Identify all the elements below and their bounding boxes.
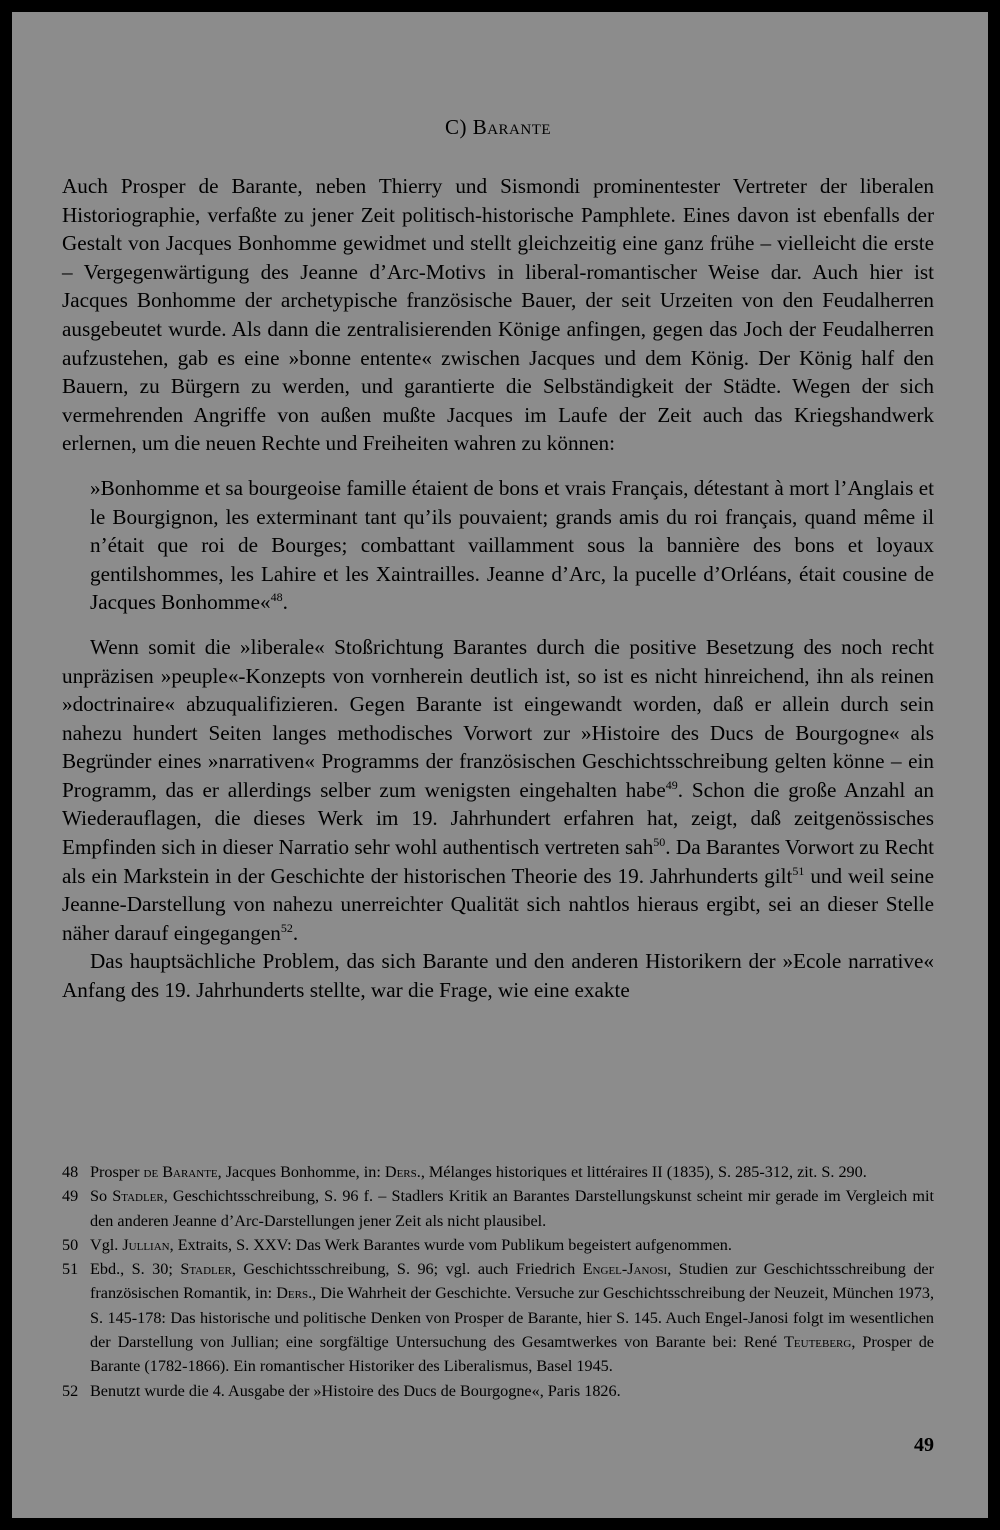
book-page	[12, 12, 988, 1518]
footnote-text-part: ., Mélanges historiques et littéraires II (1835), S. 285-312, zit. S. 290.	[416, 1163, 867, 1181]
footnote-51	[62, 1257, 934, 1378]
author-name: Teuteberg	[784, 1333, 852, 1352]
footnote-text-part: Prosper	[90, 1163, 144, 1181]
footnote-text	[90, 1160, 934, 1184]
paragraph-2-part-d: und weil seine Jeanne-Darstellung von nahezu unerreichter Qualität sich nahtlos hieraus ergibt, sei an dieser Stelle näher darauf eingegangen	[62, 863, 935, 945]
footnote-text-part: , Geschichtsschreibung, S. 96; vgl. auch Friedrich	[231, 1260, 583, 1279]
section-heading-name: Barante	[472, 115, 552, 139]
paragraph-2-part-a: Wenn somit die »liberale« Stoßrichtung Barantes durch die positive Besetzung des noch recht unpräzisen »peuple«-Konzepts von vornherein deutlich ist, so ist es nicht hinreichend, ihn als reinen »doctrinaire« abzuqualifizieren. Gegen Barante ist eingewandt worden, daß er allein durch sein nahezu hundert Seiten langes methodisches Vorwort zur »Histoire des Ducs de Bourgogne« als Begründer eines »narrativen« Programms der französischen Geschichtsschreibung gelten könne – ein Programm, das er allerdings selber zum wenigsten eingehalten habe	[62, 634, 934, 802]
footnote-52	[62, 1379, 934, 1403]
section-heading	[62, 115, 934, 140]
footnote-49	[62, 1184, 934, 1233]
paragraph-1: Auch Prosper de Barante, neben Thierry und Sismondi prominentester Vertreter der liberalen Historiographie, verfaßte zu jener Zeit politisch-historische Pamphlete. Eines davon ist ebenfalls der Gestalt von Jacques Bonhomme gewidmet und stellt gleichzeitig eine ganz frühe – vielleicht die erste – Vergegenwärtigung des Jeanne d’Arc-Motivs in liberal-romantischer Weise dar. Auch hier ist Jacques Bonhomme der archetypische französische Bauer, der seit Urzeiten von den Feudalherren ausgebeutet wurde. Als dann die zentralisierenden Könige anfingen, gegen das Joch der Feudalherren aufzustehen, gab es eine »bonne entente« zwischen Jacques und dem König. Der König half den Bauern, zu Bürgern zu werden, und garantierte die Selbständigkeit der Städte. Wegen der sich vermehrenden Angriffe von außen mußte Jacques im Laufe der Zeit auch das Kriegshandwerk erlernen, um die neuen Rechte und Freiheiten wahren zu können:	[62, 174, 934, 456]
footnote-text	[90, 1233, 934, 1257]
block-quote	[90, 474, 934, 617]
footnote-number: 50	[62, 1235, 79, 1254]
footnote-50	[62, 1233, 934, 1257]
footnote-text-part: , Prosper de Barante (1782-1866). Ein romantischer Historiker des Liberalismus, Basel 1945.	[90, 1333, 934, 1376]
author-name: Stadler	[112, 1187, 164, 1206]
footnote-text-part: , Studien zur Geschichtsschreibung der französischen Romantik, in:	[90, 1260, 934, 1303]
footnote-text-part: , Geschichtsschreibung, S. 96 f. – Stadlers Kritik an Barantes Darstellungskunst scheint mir gerade im Vergleich mit den anderen Jeanne d’Arc-Darstellungen jener Zeit als nicht plausibel.	[90, 1187, 934, 1230]
quote-text: »Bonhomme et sa bourgeoise famille étaient de bons et vrais Français, détestant à mort l’Anglais et le Bourgignon, les exterminant tant qu’ils pouvaient; grands amis du roi français, quand même il n’était que roi de Bourges; combattant vaillamment sous la bannière des bons et loyaux gentilshommes, les Lahire et les Xaintrailles. Jeanne d’Arc, la pucelle d’Orléans, était cousine de Jacques Bonhomme«	[90, 475, 934, 615]
paragraph-3: Das hauptsächliche Problem, das sich Barante und den anderen Historikern der »Ecole narrative« Anfang des 19. Jahrhunderts stellte, war die Frage, wie eine exakte	[62, 949, 934, 1003]
footnote-text-part: Vgl.	[90, 1235, 123, 1254]
paragraph-2-part-b: . Schon die große Anzahl an Wiederauflagen, die dieses Werk im 19. Jahrhundert erfahren hat, zeigt, daß zeitgenössisches Empfinden sich in dieser Narratio sehr wohl authentisch vertreten sah	[62, 777, 935, 860]
footnote-text	[90, 1184, 934, 1233]
footnote-number: 51	[62, 1260, 79, 1279]
footnote-text-part: ., Die Wahrheit der Geschichte. Versuche zur Geschichtsschreibung der Neuzeit, München 1973, S. 145-178: Das historische und politische Denken von Prosper de Barante, hier S. 145. Auch Engel-Janosi folgt im wesentlichen der Darstellung von Jullian; eine sorgfältige Untersuchung des Gesamtwerkes von Barante bei: René	[90, 1284, 934, 1352]
footnote-text-part: Benutzt wurde die 4. Ausgabe der »Histoire des Ducs de Bourgogne«, Paris 1826.	[90, 1381, 621, 1400]
footnotes	[62, 1160, 934, 1403]
author-name: Jullian	[122, 1235, 170, 1254]
paragraph-2-part-c: . Da Barantes Vorwort zu Recht als ein Markstein in der Geschichte der historischen Theorie des 19. Jahrhunderts gilt	[62, 835, 934, 888]
footnote-number: 49	[62, 1187, 79, 1206]
footnote-ref-49[interactable]: 49	[665, 777, 678, 792]
author-name: de Barante	[143, 1163, 218, 1181]
author-name: Stadler	[180, 1260, 232, 1279]
footnote-text	[90, 1257, 934, 1378]
footnote-text-part: So	[90, 1187, 113, 1206]
footnote-text	[90, 1379, 934, 1403]
paragraph-2	[62, 633, 934, 948]
footnote-text-part: Ebd., S. 30;	[90, 1260, 181, 1279]
footnote-ref-48[interactable]: 48	[270, 590, 283, 605]
paragraph-2-part-e: .	[292, 920, 299, 945]
footnote-number: 48	[62, 1163, 79, 1181]
footnote-ref-50[interactable]: 50	[653, 835, 666, 850]
footnote-text-part: , Extraits, S. XXV: Das Werk Barantes wurde vom Publikum begeistert aufgenommen.	[169, 1235, 732, 1254]
body-text	[62, 172, 934, 1005]
author-name: Engel-Janosi	[582, 1260, 668, 1279]
footnote-48	[62, 1160, 934, 1184]
author-name: Ders	[276, 1284, 309, 1303]
footnote-ref-52[interactable]: 52	[280, 920, 293, 935]
footnote-text-part: , Jacques Bonhomme, in:	[217, 1163, 385, 1181]
author-name: Ders	[384, 1163, 417, 1181]
section-heading-prefix: C)	[444, 115, 473, 139]
footnote-ref-51[interactable]: 51	[792, 863, 805, 878]
page-number: 49	[914, 1434, 934, 1456]
quote-end: .	[282, 590, 288, 615]
footnote-number: 52	[62, 1381, 79, 1400]
